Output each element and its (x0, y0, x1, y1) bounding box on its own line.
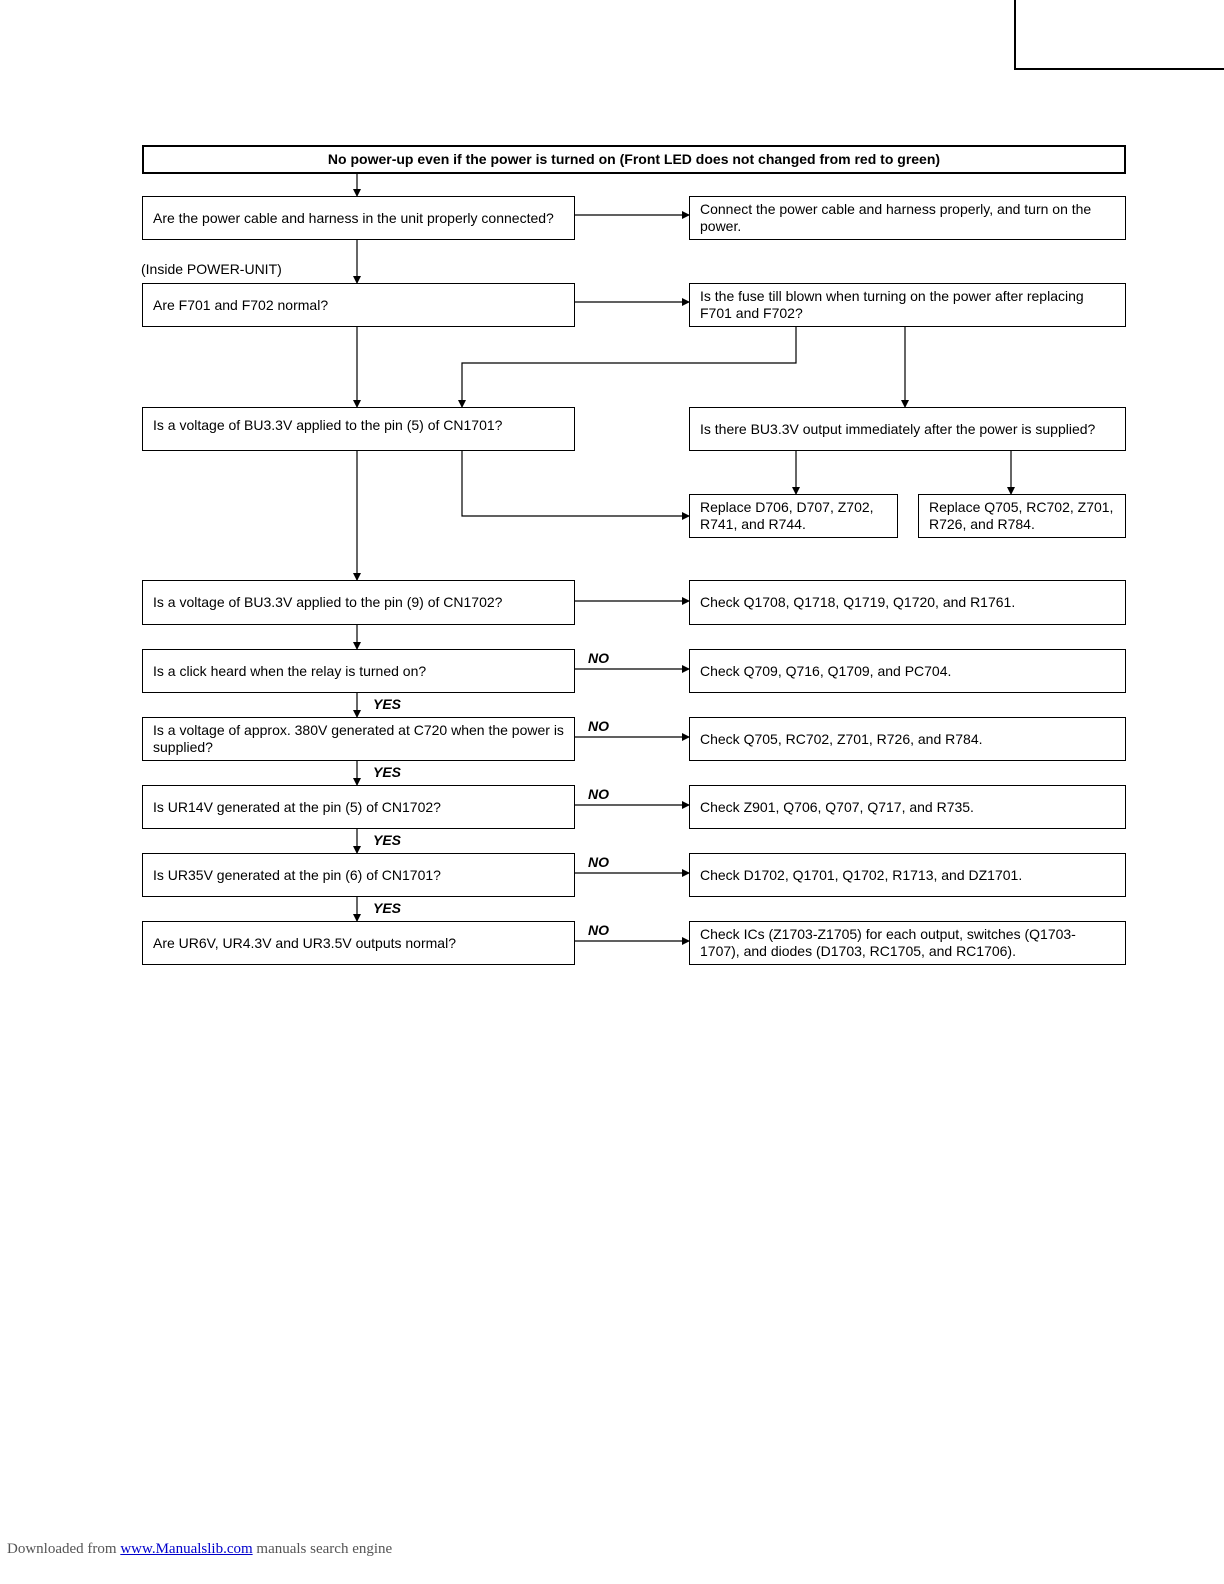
action-box-fuse-blown (689, 283, 1126, 327)
question-box-bu33-cn1702 (142, 580, 575, 625)
question-text: Is a voltage of BU3.3V applied to the pin (9) of CN1702? (153, 594, 503, 610)
question-text: Is UR14V generated at the pin (5) of CN1702? (153, 798, 441, 815)
question-box-outputs (142, 921, 575, 965)
section-label: (Inside POWER-UNIT) (141, 261, 282, 277)
action-box-check-q705 (689, 717, 1126, 761)
footer-prefix: Downloaded from (7, 1541, 121, 1557)
action-box-check-q1708 (689, 580, 1126, 625)
arrow-a2-to-q3 (462, 327, 796, 407)
question-box-cable (142, 196, 575, 240)
action-box-check-d1702 (689, 853, 1126, 897)
arrow-q3-to-a4 (462, 451, 689, 516)
action-box-connect-cable (689, 196, 1126, 240)
action-box-check-ics (689, 921, 1126, 965)
question-text: Is a click heard when the relay is turned on? (153, 662, 427, 679)
action-text: Replace Q705, RC702, Z701, R726, and R784. (929, 499, 1114, 532)
question-box-380v (142, 717, 575, 761)
action-text: Check D1702, Q1701, Q1702, R1713, and DZ1701. (700, 866, 1023, 883)
flowchart-title-text: No power-up even if the power is turned on (Front LED does not changed from red to green) (327, 151, 941, 167)
question-text: Are UR6V, UR4.3V and UR3.5V outputs normal? (153, 934, 456, 951)
action-box-bu33-output (689, 407, 1126, 451)
yes-label: YES (373, 900, 402, 916)
action-text: Replace D706, D707, Z702, R741, and R744. (700, 499, 874, 532)
action-text: Is the fuse till blown when turning on the power after replacing F701 and F702? (700, 288, 1084, 321)
action-box-check-q709 (689, 649, 1126, 693)
action-box-replace-d706 (689, 494, 898, 538)
download-footer (7, 1541, 392, 1558)
manualslib-link[interactable]: www.Manualslib.com (120, 1541, 253, 1557)
action-box-check-z901 (689, 785, 1126, 829)
yes-label: YES (373, 832, 402, 848)
yes-label: YES (373, 696, 402, 712)
no-label: NO (588, 922, 609, 938)
action-text: Check Q705, RC702, Z701, R726, and R784. (700, 730, 983, 747)
action-box-replace-q705 (918, 494, 1126, 538)
action-text: Check Q709, Q716, Q1709, and PC704. (700, 662, 952, 679)
action-text: Connect the power cable and harness properly, and turn on the power. (700, 201, 1092, 234)
question-box-ur14v (142, 785, 575, 829)
question-text: Are F701 and F702 normal? (153, 296, 329, 313)
no-label: NO (588, 854, 609, 870)
question-box-bu33-cn1701 (142, 407, 575, 451)
no-label: NO (588, 786, 609, 802)
question-box-relay-click (142, 649, 575, 693)
action-text: Check Z901, Q706, Q707, Q717, and R735. (700, 798, 974, 815)
question-text: Are the power cable and harness in the unit properly connected? (153, 209, 554, 226)
question-text: Is a voltage of approx. 380V generated at C720 when the power is supplied? (153, 722, 564, 755)
footer-suffix: manuals search engine (252, 1541, 393, 1557)
action-text: Is there BU3.3V output immediately after the power is supplied? (700, 420, 1096, 437)
question-text: Is UR35V generated at the pin (6) of CN1701? (153, 866, 441, 883)
question-box-ur35v (142, 853, 575, 897)
no-label: NO (588, 718, 609, 734)
flowchart-title (142, 145, 1126, 174)
yes-label: YES (373, 764, 402, 780)
action-text: Check Q1708, Q1718, Q1719, Q1720, and R1761. (700, 594, 1016, 610)
question-text: Is a voltage of BU3.3V applied to the pin (5) of CN1701? (153, 417, 503, 433)
action-text: Check ICs (Z1703-Z1705) for each output, switches (Q1703-1707), and diodes (D1703, RC1705, and RC1706). (700, 926, 1076, 959)
question-box-fuse (142, 283, 575, 327)
no-label: NO (588, 650, 609, 666)
